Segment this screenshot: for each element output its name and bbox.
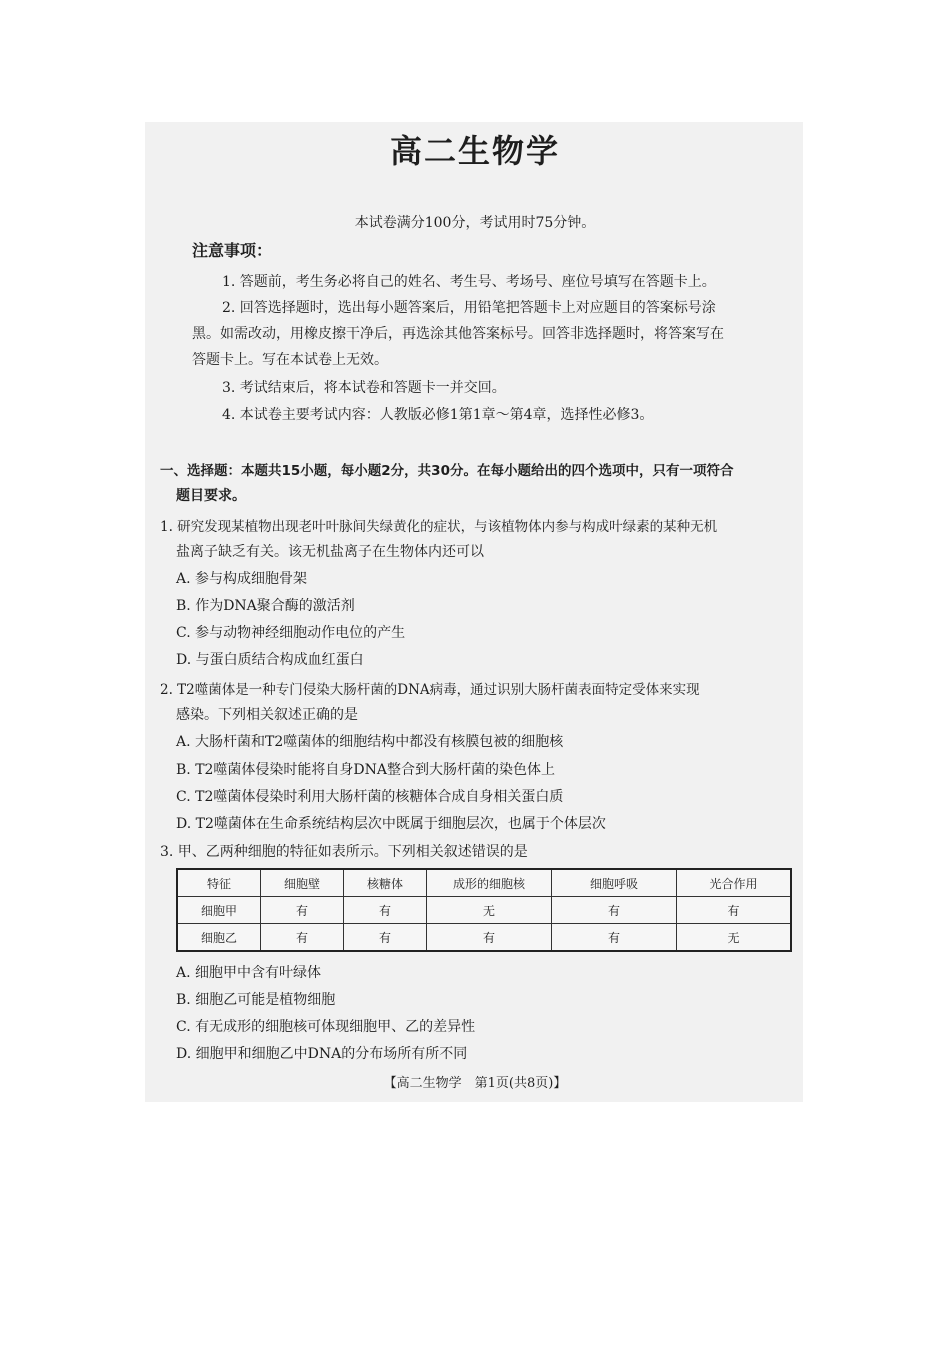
table-cell: 有 — [261, 897, 344, 924]
q1-option-c: C. 参与动物神经细胞动作电位的产生 — [176, 625, 406, 641]
section-heading-cont: 题目要求。 — [176, 488, 246, 504]
q2-stem-line2: 感染。下列相关叙述正确的是 — [176, 707, 358, 723]
notice-line-6: 4. 本试卷主要考试内容：人教版必修1第1章～第4章，选择性必修3。 — [222, 407, 654, 423]
table-cell: 有 — [261, 924, 344, 952]
q2-option-b: B. T2噬菌体侵染时能将自身DNA整合到大肠杆菌的染色体上 — [176, 762, 556, 778]
q1-option-a: A. 参与构成细胞骨架 — [176, 571, 308, 587]
table-cell: 细胞甲 — [177, 897, 261, 924]
table-header-cell: 细胞呼吸 — [552, 869, 677, 897]
q3-option-b: B. 细胞乙可能是植物细胞 — [176, 992, 336, 1008]
q1-option-d: D. 与蛋白质结合构成血红蛋白 — [176, 652, 364, 668]
q3-option-a: A. 细胞甲中含有叶绿体 — [176, 965, 322, 981]
notice-line-5: 3. 考试结束后，将本试卷和答题卡一并交回。 — [222, 380, 506, 396]
q1-stem-line1: 1. 研究发现某植物出现老叶叶脉间失绿黄化的症状，与该植物体内参与构成叶绿素的某种无机 — [160, 519, 718, 535]
section-heading: 一、选择题：本题共15小题，每小题2分，共30分。在每小题给出的四个选项中，只有一项符合 — [160, 463, 734, 479]
q2-stem-line1: 2. T2噬菌体是一种专门侵染大肠杆菌的DNA病毒，通过识别大肠杆菌表面特定受体来实现 — [160, 682, 700, 698]
table-cell: 无 — [677, 924, 792, 952]
table-cell: 有 — [427, 924, 552, 952]
page-footer: 【高二生物学 第1页(共8页)】 — [383, 1076, 567, 1091]
q3-stem: 3. 甲、乙两种细胞的特征如表所示。下列相关叙述错误的是 — [160, 844, 528, 860]
feature-table — [176, 868, 792, 952]
table-header-cell: 成形的细胞核 — [427, 869, 552, 897]
q1-option-b: B. 作为DNA聚合酶的激活剂 — [176, 598, 355, 614]
q2-option-c: C. T2噬菌体侵染时利用大肠杆菌的核糖体合成自身相关蛋白质 — [176, 789, 564, 805]
table-cell: 无 — [427, 897, 552, 924]
exam-subtitle: 本试卷满分100分，考试用时75分钟。 — [354, 215, 596, 231]
notice-heading: 注意事项： — [192, 241, 273, 260]
table-cell: 有 — [344, 897, 427, 924]
table-header-cell: 特征 — [177, 869, 261, 897]
table-header-row — [177, 869, 791, 897]
table-header-cell: 光合作用 — [677, 869, 792, 897]
notice-line-2: 2. 回答选择题时，选出每小题答案后，用铅笔把答题卡上对应题目的答案标号涂 — [222, 300, 716, 316]
notice-line-1: 1. 答题前，考生务必将自己的姓名、考生号、考场号、座位号填写在答题卡上。 — [222, 274, 716, 290]
table-cell: 有 — [552, 897, 677, 924]
notice-line-3: 黑。如需改动，用橡皮擦干净后，再选涂其他答案标号。回答非选择题时，将答案写在 — [192, 326, 724, 342]
q3-option-d: D. 细胞甲和细胞乙中DNA的分布场所有所不同 — [176, 1046, 468, 1062]
q2-option-a: A. 大肠杆菌和T2噬菌体的细胞结构中都没有核膜包被的细胞核 — [176, 734, 564, 750]
q1-stem-line2: 盐离子缺乏有关。该无机盐离子在生物体内还可以 — [176, 544, 484, 560]
q2-option-d: D. T2噬菌体在生命系统结构层次中既属于细胞层次，也属于个体层次 — [176, 816, 606, 832]
q3-option-c: C. 有无成形的细胞核可体现细胞甲、乙的差异性 — [176, 1019, 476, 1035]
table-cell: 细胞乙 — [177, 924, 261, 952]
table-cell: 有 — [552, 924, 677, 952]
table-cell: 有 — [677, 897, 792, 924]
table-row — [177, 897, 791, 924]
table-header-cell: 细胞壁 — [261, 869, 344, 897]
exam-title: 高二生物学 — [389, 132, 560, 170]
table-row — [177, 924, 791, 952]
table-header-cell: 核糖体 — [344, 869, 427, 897]
notice-line-4: 答题卡上。写在本试卷上无效。 — [192, 352, 388, 368]
table-cell: 有 — [344, 924, 427, 952]
